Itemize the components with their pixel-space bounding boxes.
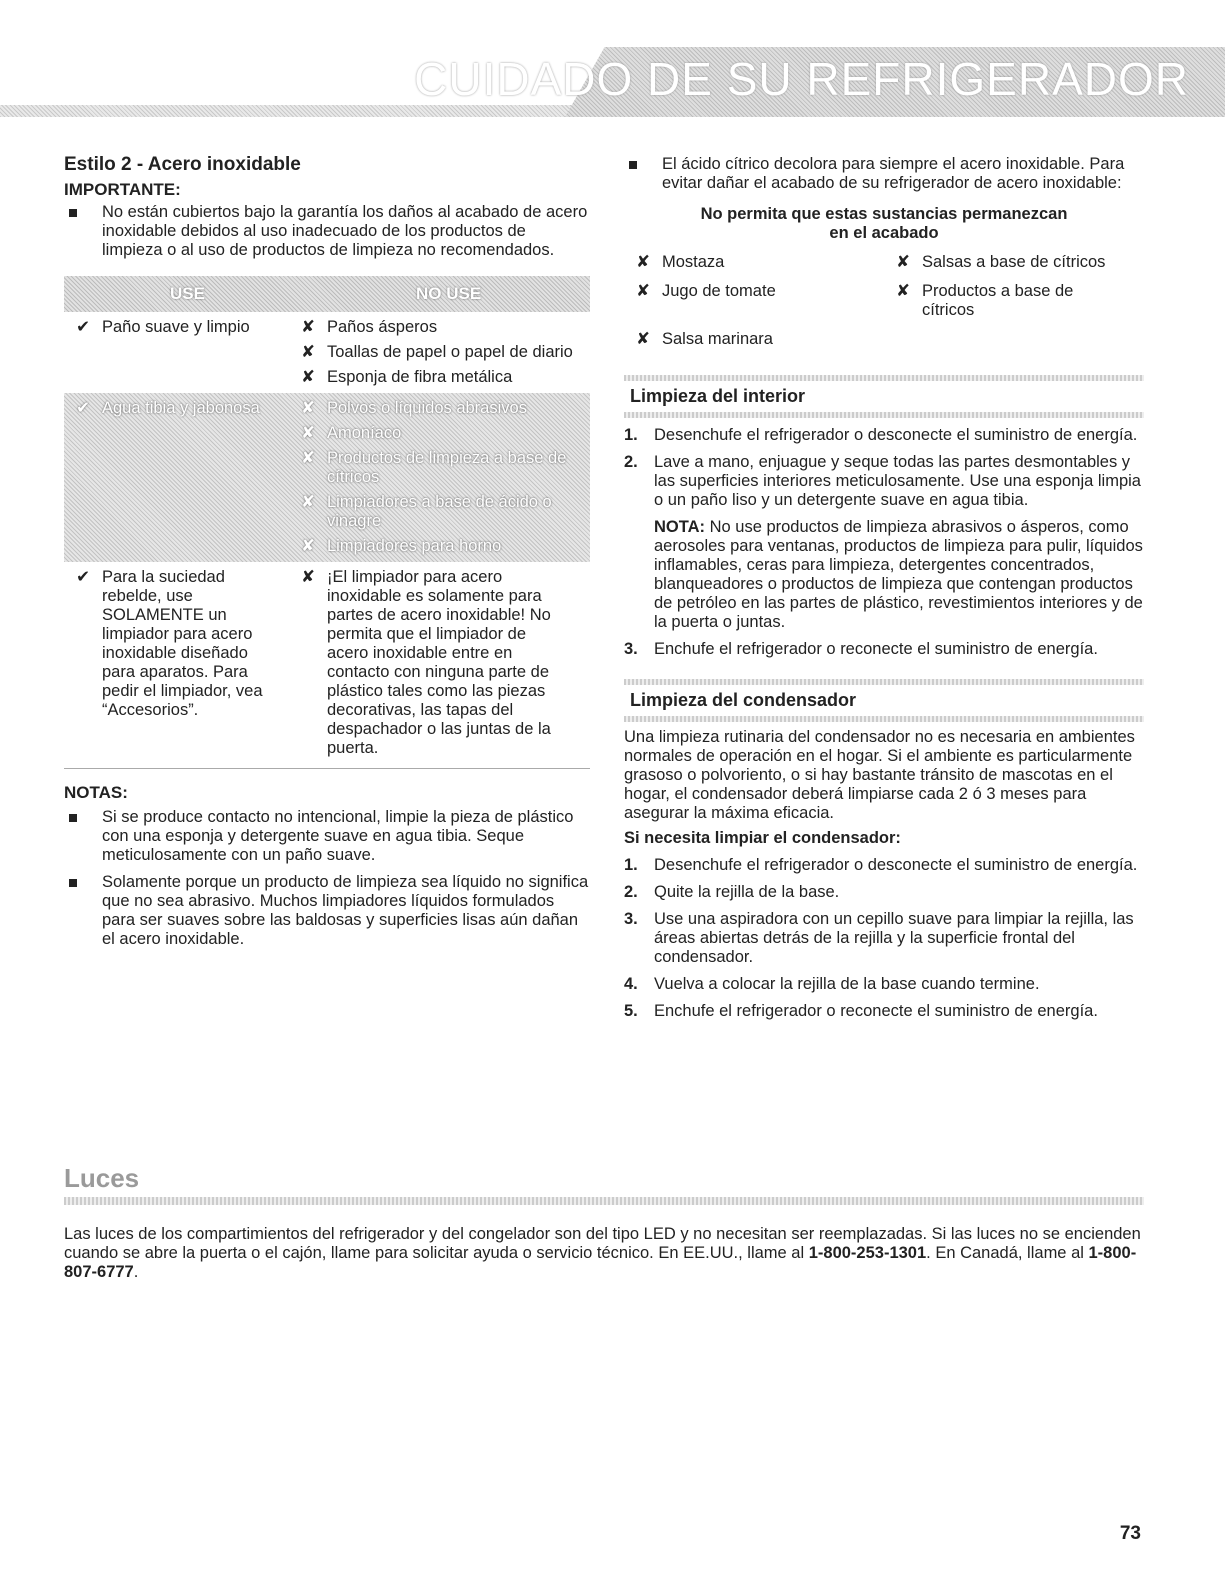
list-item: 4. Vuelva a colocar la rejilla de la base cuando termine. bbox=[624, 975, 1040, 993]
section-title-condenser: Limpieza del condensador bbox=[630, 690, 857, 710]
nouse-item: Polvos o líquidos abrasivos bbox=[327, 399, 527, 417]
warning-line: en el acabado bbox=[829, 224, 939, 242]
cross-icon: ✘ bbox=[896, 253, 910, 271]
nouse-item: Amoníaco bbox=[327, 424, 402, 442]
nouse-item: Limpiadores para horno bbox=[327, 537, 502, 555]
phone-canada: 1-800-807-6777 bbox=[64, 1244, 1137, 1281]
nouse-item: ¡El limpiador para acero inoxidable es solamente para partes de acero inoxidable! No permita que el limpiador de acero inoxidable entre en contacto con ninguna parte de plástico tales como las piezas decorativas, las tapas del despachador o las juntas de la puerta. bbox=[327, 568, 551, 757]
note-label: NOTA: bbox=[654, 518, 706, 536]
lights-paragraph bbox=[64, 1225, 1144, 1282]
use-cell: Paño suave y limpio bbox=[102, 318, 250, 336]
cross-icon: ✘ bbox=[301, 368, 315, 386]
cross-icon: ✘ bbox=[636, 282, 650, 300]
use-cell: Agua tibia y jabonosa bbox=[102, 399, 260, 417]
substance-item: Mostaza bbox=[662, 253, 725, 271]
section-title-stainless: Estilo 2 - Acero inoxidable bbox=[64, 154, 301, 175]
list-item: 1. Desenchufe el refrigerador o desconecte el suministro de energía. bbox=[624, 856, 1138, 874]
nouse-item: Toallas de papel o papel de diario bbox=[327, 343, 573, 361]
section-title-lights: Luces bbox=[64, 1163, 140, 1193]
citric-bullet: El ácido cítrico decolora para siempre el acero inoxidable. Para evitar dañar el acabado de su refrigerador de acero inoxidable: bbox=[624, 155, 1144, 193]
cross-icon: ✘ bbox=[636, 330, 650, 348]
lights-text: . bbox=[133, 1263, 139, 1281]
condenser-intro: Una limpieza rutinaria del condensador no es necesaria en ambientes normales de operación en el hogar. Si el ambiente es particularmente grasoso o polvoriento, o si hay bastante tránsito de mascotas en el hogar, el condensador deberá limpiarse cada 2 ó 3 meses para asegurar la máxima eficacia. bbox=[624, 728, 1135, 822]
table-header bbox=[64, 276, 590, 312]
section-rule bbox=[624, 716, 1144, 722]
section-title-interior: Limpieza del interior bbox=[630, 386, 806, 406]
condenser-section-header bbox=[624, 679, 1144, 722]
step-text: Vuelva a colocar la rejilla de la base cuando termine. bbox=[654, 975, 1040, 993]
warning-line: No permita que estas sustancias permanezcan bbox=[700, 205, 1068, 223]
cross-icon: ✘ bbox=[301, 343, 315, 361]
note-paragraph bbox=[624, 518, 1144, 632]
check-icon: ✔ bbox=[76, 399, 90, 417]
step-text: Lave a mano, enjuague y seque todas las partes desmontables y las superficies interiores meticulosamente. Use una esponja limpia o un paño liso y un detergente suave en agua tibia. bbox=[654, 453, 1141, 509]
notes-label: NOTAS: bbox=[64, 783, 128, 802]
lights-text: Las luces de los compartimientos del refrigerador y del congelador son del tipo LED y no necesitan ser reemplazadas. Si las luces no se encienden cuando se abre la puerta o el cajón, llame para solicitar ayuda o servicio técnico. En EE.UU., llame al bbox=[64, 1225, 1141, 1262]
step-text: Desenchufe el refrigerador o desconecte el suministro de energía. bbox=[654, 856, 1138, 874]
table-row bbox=[64, 562, 590, 764]
cross-icon: ✘ bbox=[301, 449, 315, 467]
right-column bbox=[624, 155, 1144, 1029]
cross-icon: ✘ bbox=[636, 253, 650, 271]
warning-heading bbox=[624, 205, 1144, 243]
substance-item: Jugo de tomate bbox=[662, 282, 776, 300]
use-cell: Para la suciedad rebelde, use SOLAMENTE un limpiador para acero inoxidable diseñado para aparatos. Para pedir el limpiador, vea “Accesorios”. bbox=[102, 568, 263, 719]
condenser-subtitle: Si necesita limpiar el condensador: bbox=[624, 829, 901, 847]
use-header: USE bbox=[170, 284, 205, 303]
table-row bbox=[64, 393, 590, 562]
substance-item: Productos a base de cítricos bbox=[922, 282, 1074, 319]
cross-icon: ✘ bbox=[301, 537, 315, 555]
page-title: CUIDADO DE SU REFRIGERADOR bbox=[414, 53, 1189, 105]
section-rule bbox=[64, 1197, 1144, 1205]
step-text: Enchufe el refrigerador o reconecte el suministro de energía. bbox=[654, 640, 1098, 658]
cross-icon: ✘ bbox=[301, 493, 315, 511]
phone-us: 1-800-253-1301 bbox=[808, 1244, 927, 1262]
nouse-header: NO USE bbox=[416, 284, 482, 303]
nouse-item: Esponja de fibra metálica bbox=[327, 368, 513, 386]
cross-icon: ✘ bbox=[301, 568, 315, 586]
nouse-item: Productos de limpieza a base de cítricos bbox=[327, 449, 567, 486]
section-rule bbox=[624, 412, 1144, 418]
list-item: 3. Use una aspiradora con un cepillo suave para limpiar la rejilla, las áreas abiertas detrás de la rejilla y la superficie frontal del condensador. bbox=[624, 910, 1144, 967]
step-text: Desenchufe el refrigerador o desconecte el suministro de energía. bbox=[654, 426, 1138, 444]
important-label: IMPORTANTE: bbox=[64, 180, 181, 199]
list-item: 1. Desenchufe el refrigerador o desconecte el suministro de energía. bbox=[624, 426, 1138, 444]
note-text: No use productos de limpieza abrasivos o ásperos, como aerosoles para ventanas, productos de limpieza para pulir, líquidos inflamables, ceras para limpieza, detergentes concentrados, blanqueadores o productos de limpieza que contengan productos de petróleo en las partes de plástico, revestimientos interiores y de la puerta o juntas. bbox=[654, 518, 1143, 631]
list-item: 5. Enchufe el refrigerador o reconecte el suministro de energía. bbox=[624, 1002, 1098, 1020]
substance-list bbox=[624, 253, 1144, 349]
note-bullet: Solamente porque un producto de limpieza sea líquido no significa que no sea abrasivo. Muchos limpiadores líquidos formulados para ser suaves sobre las baldosas y superficies lisas aún dañan el acero inoxidable. bbox=[64, 873, 590, 949]
list-item: 2. Quite la rejilla de la base. bbox=[624, 883, 840, 901]
substance-item: Salsas a base de cítricos bbox=[922, 253, 1106, 271]
cross-icon: ✘ bbox=[301, 399, 315, 417]
nouse-item: Limpiadores a base de ácido o vinagre bbox=[327, 493, 552, 530]
table-divider bbox=[64, 768, 590, 769]
step-text: Use una aspiradora con un cepillo suave para limpiar la rejilla, las áreas abiertas detrás de la rejilla y la superficie frontal del condensador. bbox=[654, 910, 1134, 966]
list-item: 3. Enchufe el refrigerador o reconecte el suministro de energía. bbox=[624, 640, 1098, 658]
table-row bbox=[64, 312, 590, 393]
nouse-item: Paños ásperos bbox=[327, 318, 438, 336]
cross-icon: ✘ bbox=[896, 282, 910, 300]
check-icon: ✔ bbox=[76, 318, 90, 336]
step-text: Enchufe el refrigerador o reconecte el suministro de energía. bbox=[654, 1002, 1098, 1020]
important-bullet: No están cubiertos bajo la garantía los daños al acabado de acero inoxidable debidos al uso inadecuado de los productos de limpieza o al uso de productos de limpieza no recomendados. bbox=[64, 203, 590, 260]
cross-icon: ✘ bbox=[301, 424, 315, 442]
page-number: 73 bbox=[1119, 1523, 1141, 1544]
left-column bbox=[64, 155, 590, 957]
interior-section-header bbox=[624, 375, 1144, 418]
list-item: 2. Lave a mano, enjuague y seque todas las partes desmontables y las superficies interiores meticulosamente. Use una esponja limpia o un paño liso y un detergente suave en agua tibia. bbox=[624, 453, 1144, 510]
step-text: Quite la rejilla de la base. bbox=[654, 883, 840, 901]
lights-text: . En Canadá, llame al bbox=[926, 1244, 1089, 1262]
use-nouse-table bbox=[64, 276, 590, 769]
substance-item: Salsa marinara bbox=[662, 330, 773, 348]
note-bullet: Si se produce contacto no intencional, limpie la pieza de plástico con una esponja y detergente suave en agua tibia. Seque meticulosamente con un paño suave. bbox=[64, 808, 590, 865]
cross-icon: ✘ bbox=[301, 318, 315, 336]
check-icon: ✔ bbox=[76, 568, 90, 586]
